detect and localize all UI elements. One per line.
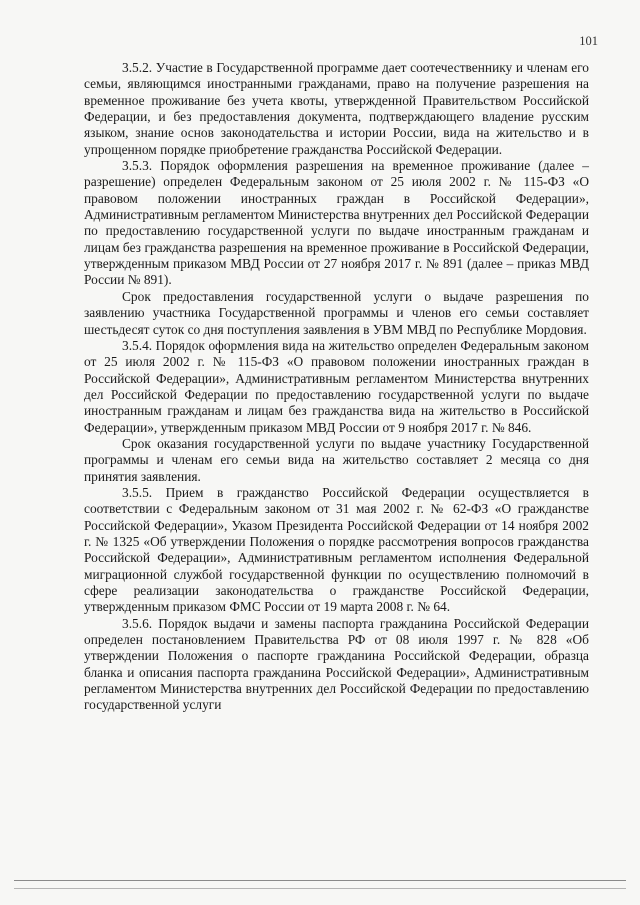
scan-edge-line (14, 880, 626, 881)
paragraph-permit-term: Срок предоставления государственной услуги о выдаче разрешения по заявлению участника Государственной программы и членов его семьи составляет шестьдесят суток со дня поступления заявления в УВМ МВД по Республике Мордовия. (84, 288, 589, 337)
paragraph-residence-term: Срок оказания государственной услуги по выдаче участнику Государственной программы и членам его семьи вида на жительство составляет 2 месяца со дня принятия заявления. (84, 435, 589, 484)
scan-edge-line-secondary (14, 888, 626, 889)
page-number: 101 (579, 34, 598, 48)
paragraph-3-5-2: 3.5.2. Участие в Государственной программе дает соотечественнику и членам его семьи, являющимся иностранными гражданами, право на получение разрешения на временное проживание без учета квоты, утвержденной Правительством Российской Федерации, и без предоставления документа, подтверждающего владение русским языком, знание основ законодательства и истории России, вида на жительство и в упрощенном порядке приобретение гражданства Российской Федерации. (84, 60, 589, 157)
paragraph-3-5-4: 3.5.4. Порядок оформления вида на жительство определен Федеральным законом от 25 июля 2002 г. № 115-ФЗ «О правовом положении иностранных граждан в Российской Федерации», Административным регламентом Министерства внутренних дел Российской Федерации по предоставлению государственной услуги по выдаче иностранным гражданам и лицам без гражданства вида на жительство в Российской Федерации», утвержденным приказом МВД России от 9 ноября 2017 г. № 846. (84, 337, 589, 435)
document-body (84, 60, 589, 714)
paragraph-3-5-3: 3.5.3. Порядок оформления разрешения на временное проживание (далее – разрешение) определен Федеральным законом от 25 июля 2002 г. № 115-ФЗ «О правовом положении иностранных граждан в Российской Федерации», Административным регламентом Министерства внутренних дел Российской Федерации по предоставлению государственной услуги по выдаче иностранным гражданам и лицам без гражданства разрешения на временное проживание в Российской Федерации, утвержденным приказом МВД России от 27 ноября 2017 г. № 891 (далее – приказ МВД России № 891). (84, 158, 589, 288)
paragraph-3-5-6: 3.5.6. Порядок выдачи и замены паспорта гражданина Российской Федерации определен постановлением Правительства РФ от 08 июля 1997 г. № 828 «Об утверждении Положения о паспорте гражданина Российской Федерации, образца бланка и описания паспорта гражданина Российской Федерации», Административным регламентом Министерства внутренних дел Российской Федерации по предоставлению государственной услуги (84, 615, 589, 713)
paragraph-3-5-5: 3.5.5. Прием в гражданство Российской Федерации осуществляется в соответствии с Федеральным законом от 31 мая 2002 г. № 62-ФЗ «О гражданстве Российской Федерации», Указом Президента Российской Федерации от 14 ноября 2002 г. № 1325 «Об утверждении Положения о порядке рассмотрения вопросов гражданства Российской Федерации», Административным регламентом исполнения Федеральной миграционной службой государственной функции по осуществлению полномочий в сфере реализации законодательства о гражданстве Российской Федерации, утвержденным приказом ФМС России от 19 марта 2008 г. № 64. (84, 484, 589, 615)
